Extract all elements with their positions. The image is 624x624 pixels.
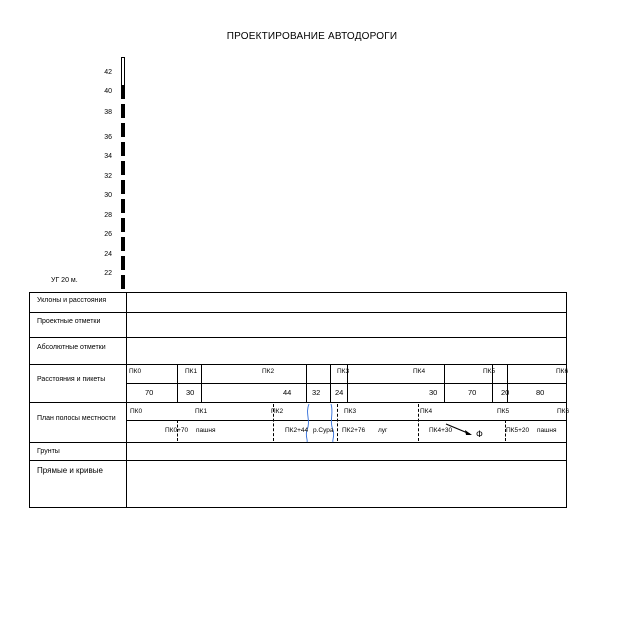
row-label-straights-curves: Прямые и кривые	[37, 466, 103, 475]
picket-label: ПК5	[483, 368, 496, 375]
distance-value: 30	[186, 388, 195, 397]
angle-arrow-head	[465, 430, 472, 435]
distance-value: 30	[429, 388, 438, 397]
distance-value: 44	[283, 388, 292, 397]
plan-note-land: луг	[378, 427, 388, 434]
row-label-distances-pickets: Расстояния и пикеты	[37, 376, 106, 383]
distance-value: 20	[501, 388, 510, 397]
picket-label: ПК6	[556, 368, 569, 375]
plan-note-land: пашня	[537, 427, 557, 434]
distance-value: 70	[468, 388, 477, 397]
picket-label: ПК4	[413, 368, 426, 375]
row-label-absolute-marks: Абсолютные отметки	[37, 344, 106, 351]
plan-note-pk: ПК5+20	[506, 427, 530, 434]
plan-note-land: р.Сура	[313, 427, 334, 434]
scale-tick-label: 42	[104, 69, 112, 76]
picket-label: ПК0	[129, 368, 142, 375]
plan-picket-label: ПК4	[420, 408, 433, 415]
plan-picket-label: ПК5	[497, 408, 510, 415]
distance-value: 32	[312, 388, 321, 397]
row-label-slopes: Уклоны и расстояния	[37, 297, 107, 304]
scale-tick-label: 40	[104, 88, 112, 95]
scale-tick-label: 34	[104, 153, 112, 160]
plan-picket-label: ПК0	[130, 408, 143, 415]
datum-label: УГ 20 м.	[51, 277, 78, 284]
scale-tick-label: 26	[104, 231, 112, 238]
plan-note-pk: ПК4+30	[429, 427, 453, 434]
plan-note-pk: ПК2+76	[342, 427, 366, 434]
scale-tick-label: 24	[104, 251, 112, 258]
scale-tick-label: 38	[104, 109, 112, 116]
picket-label: ПК1	[185, 368, 198, 375]
plan-note-land: пашня	[196, 427, 216, 434]
page-title: ПРОЕКТИРОВАНИЕ АВТОДОРОГИ	[226, 31, 398, 42]
scale-tick-label: 32	[104, 173, 112, 180]
row-label-design-marks: Проектные отметки	[37, 318, 101, 325]
plan-note-pk: ПК2+44	[285, 427, 309, 434]
plan-picket-label: ПК2	[271, 408, 284, 415]
scale-tick-label: 22	[104, 270, 112, 277]
plan-picket-label: ПК3	[344, 408, 357, 415]
picket-label: ПК2	[262, 368, 275, 375]
plan-picket-label: ПК6	[557, 408, 570, 415]
picket-label: ПК3	[337, 368, 350, 375]
distance-value: 80	[536, 388, 545, 397]
scale-tick-label: 28	[104, 212, 112, 219]
scale-tick-label: 30	[104, 192, 112, 199]
angle-phi-symbol: Ф	[476, 429, 483, 439]
river-bank-right	[331, 404, 334, 442]
distance-value: 24	[335, 388, 344, 397]
plan-picket-label: ПК1	[195, 408, 208, 415]
plan-note-pk: ПК0+70	[165, 427, 189, 434]
river-bank-left	[306, 404, 309, 442]
distance-value: 70	[145, 388, 154, 397]
row-label-terrain-plan: План полосы местности	[37, 415, 116, 422]
row-label-soils: Грунты	[37, 448, 60, 455]
scale-tick-label: 36	[104, 134, 112, 141]
